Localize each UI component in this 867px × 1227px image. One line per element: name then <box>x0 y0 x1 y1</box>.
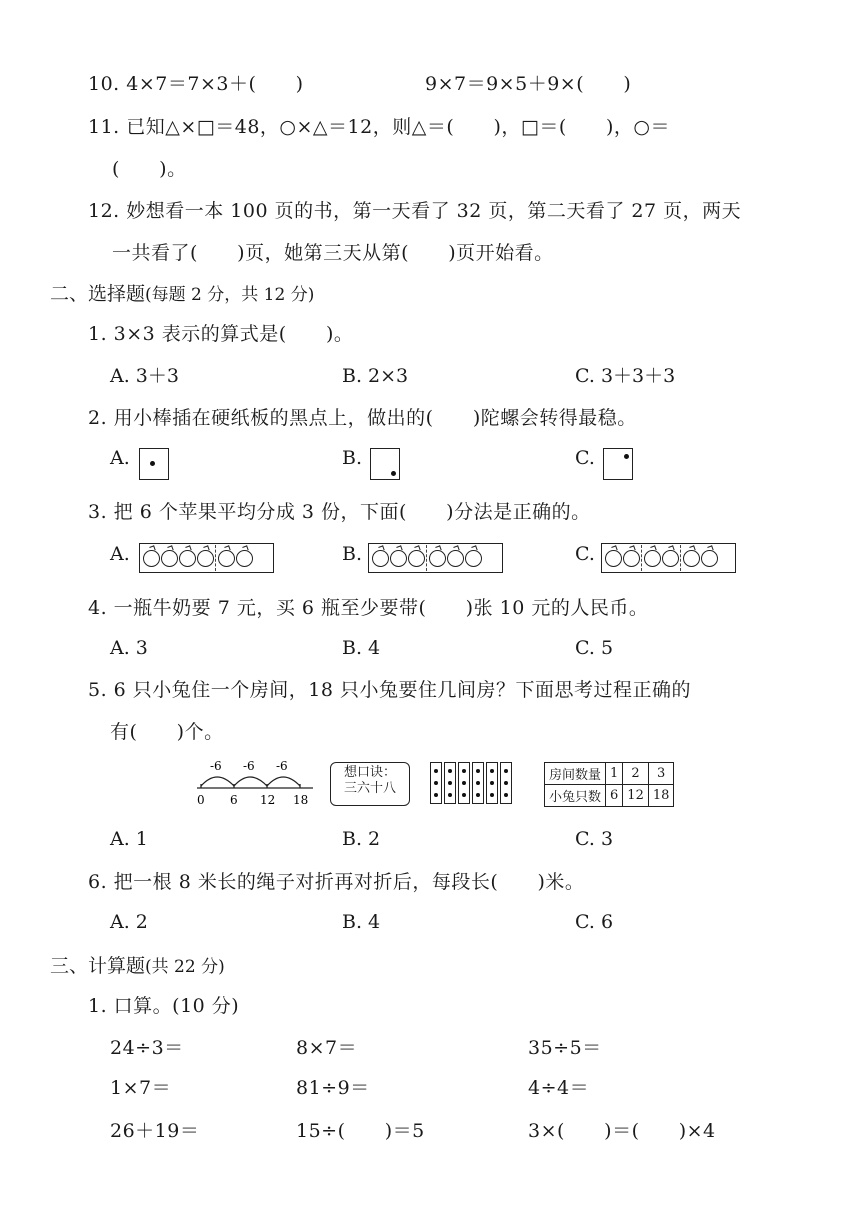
calc-item: 15÷( )＝5 <box>296 1120 425 1142</box>
oral-calc-title: 1. 口算。(10 分) <box>88 995 240 1017</box>
cardboard-center-dot-figure <box>139 448 169 480</box>
apple-icon <box>605 550 622 567</box>
calc-item: 1×7＝ <box>110 1077 172 1099</box>
rooms-rabbits-table <box>544 762 674 807</box>
dot-card <box>458 762 470 804</box>
choice-4-option-a: A. 3 <box>110 637 148 659</box>
section-title: 二、选择题 <box>50 283 146 305</box>
section-title: 三、计算题 <box>50 955 146 977</box>
apple-icon <box>701 550 718 567</box>
rhyme-text: 三六十八 <box>343 781 396 796</box>
dot-card <box>500 762 512 804</box>
calc-item: 4÷4＝ <box>528 1077 590 1099</box>
table-cell: 12 <box>623 785 649 807</box>
calc-item: 81÷9＝ <box>296 1077 370 1099</box>
choice-5-option-a: A. 1 <box>110 828 148 850</box>
table-cell: 3 <box>648 763 674 785</box>
choice-3-option-a: A. <box>110 543 130 565</box>
choice-4-option-b: B. 4 <box>342 637 381 659</box>
dot <box>150 461 155 466</box>
tick-label: 12 <box>260 793 276 807</box>
choice-4-option-c: C. 5 <box>575 637 614 659</box>
divider <box>641 545 642 571</box>
apple-icon <box>623 550 640 567</box>
dot <box>391 471 396 476</box>
choice-1-option-c: C. 3＋3＋3 <box>575 365 676 387</box>
section-2-heading <box>50 282 314 307</box>
choice-5-option-c: C. 3 <box>575 828 614 850</box>
apple-icon <box>236 550 253 567</box>
jump-label: -6 <box>243 759 255 773</box>
divider <box>215 545 216 571</box>
apple-icon <box>197 550 214 567</box>
choice-6-option-b: B. 4 <box>342 911 381 933</box>
q11-line2: ( )。 <box>112 158 187 180</box>
calc-item: 3×( )＝( )×4 <box>528 1120 716 1142</box>
table-cell: 小兔只数 <box>545 785 606 807</box>
table-cell: 房间数量 <box>545 763 606 785</box>
multiplication-rhyme-box <box>330 762 410 806</box>
q12-line2: 一共看了( )页，她第三天从第( )页开始看。 <box>112 242 554 264</box>
apple-icon <box>218 550 235 567</box>
choice-2-question: 2. 用小棒插在硬纸板的黑点上，做出的( )陀螺会转得最稳。 <box>88 407 637 429</box>
divider <box>426 545 427 571</box>
apple-icon <box>390 550 407 567</box>
choice-1-option-b: B. 2×3 <box>342 365 409 387</box>
calc-item: 35÷5＝ <box>528 1037 602 1059</box>
apple-icon <box>465 550 482 567</box>
choice-6-option-c: C. 6 <box>575 911 614 933</box>
apples-split-4-2-figure <box>139 543 274 573</box>
choice-3-option-c: C. <box>575 543 595 565</box>
choice-2-option-b: B. <box>342 447 363 469</box>
dot-cards-figure <box>430 762 512 804</box>
calc-item: 8×7＝ <box>296 1037 358 1059</box>
choice-2-option-a: A. <box>110 447 130 469</box>
apple-icon <box>644 550 661 567</box>
table-cell: 1 <box>606 763 623 785</box>
choice-5-question-line2: 有( )个。 <box>110 721 224 743</box>
apple-icon <box>429 550 446 567</box>
tick-label: 18 <box>293 793 309 807</box>
section-score: (每题 2 分，共 12 分) <box>145 285 315 305</box>
table-cell: 18 <box>648 785 674 807</box>
choice-4-question: 4. 一瓶牛奶要 7 元，买 6 瓶至少要带( )张 10 元的人民币。 <box>88 597 649 619</box>
table-row <box>545 785 674 807</box>
apple-icon <box>683 550 700 567</box>
calc-item: 24÷3＝ <box>110 1037 184 1059</box>
section-score: (共 22 分) <box>145 957 225 977</box>
q10-left: 10. 4×7＝7×3＋( ) <box>88 73 304 95</box>
dot-card <box>430 762 442 804</box>
tick-label: 6 <box>230 793 238 807</box>
table-cell: 6 <box>606 785 623 807</box>
choice-1-question: 1. 3×3 表示的算式是( )。 <box>88 323 354 345</box>
dot-card <box>472 762 484 804</box>
choice-6-question: 6. 把一根 8 米长的绳子对折再对折后，每段长( )米。 <box>88 871 585 893</box>
apple-icon <box>143 550 160 567</box>
choice-5-option-b: B. 2 <box>342 828 381 850</box>
dot <box>624 454 629 459</box>
q11-line1: 11. 已知△×□＝48，○×△＝12，则△＝( )，□＝( )，○＝ <box>88 116 670 138</box>
jump-label: -6 <box>210 759 222 773</box>
choice-3-option-b: B. <box>342 543 363 565</box>
dot-card <box>486 762 498 804</box>
cardboard-corner-dot-figure <box>370 448 400 480</box>
apple-icon <box>161 550 178 567</box>
jump-label: -6 <box>276 759 288 773</box>
apple-icon <box>179 550 196 567</box>
apple-icon <box>408 550 425 567</box>
apple-icon <box>372 550 389 567</box>
choice-2-option-c: C. <box>575 447 595 469</box>
choice-3-question: 3. 把 6 个苹果平均分成 3 份，下面( )分法是正确的。 <box>88 501 591 523</box>
tick-label: 0 <box>197 793 205 807</box>
cardboard-top-dot-figure <box>603 448 633 480</box>
calc-item: 26＋19＝ <box>110 1120 200 1142</box>
number-line-figure <box>193 758 318 808</box>
table-cell: 2 <box>623 763 649 785</box>
apple-icon <box>662 550 679 567</box>
apples-split-2-2-2-figure <box>601 543 736 573</box>
divider <box>680 545 681 571</box>
section-3-heading <box>50 954 225 979</box>
q12-line1: 12. 妙想看一本 100 页的书，第一天看了 32 页，第二天看了 27 页，两天 <box>88 200 742 222</box>
table-row <box>545 763 674 785</box>
choice-5-question-line1: 5. 6 只小兔住一个房间，18 只小兔要住几间房？下面思考过程正确的 <box>88 679 692 701</box>
apples-split-3-3-figure <box>368 543 503 573</box>
dot-card <box>444 762 456 804</box>
apple-icon <box>447 550 464 567</box>
choice-1-option-a: A. 3＋3 <box>110 365 179 387</box>
choice-6-option-a: A. 2 <box>110 911 148 933</box>
rhyme-label: 想口诀： <box>343 765 396 780</box>
q10-right: 9×7＝9×5＋9×( ) <box>425 73 632 95</box>
